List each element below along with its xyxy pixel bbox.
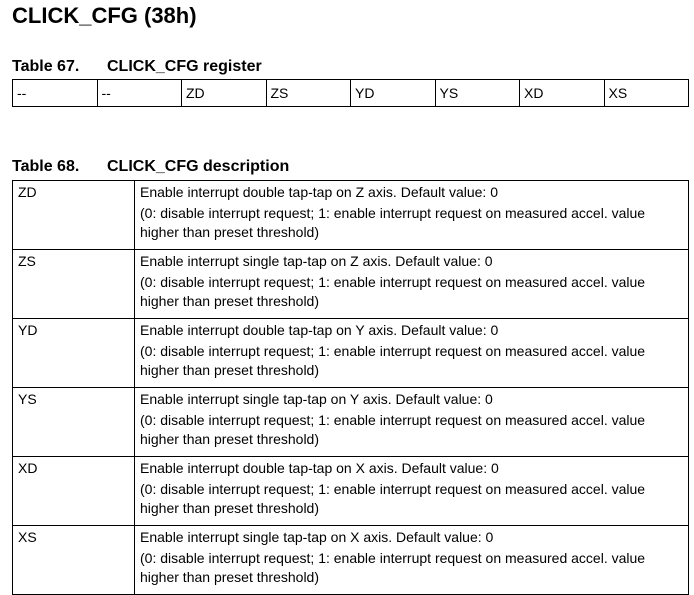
bit-name-cell: ZD (13, 181, 135, 250)
register-bits-row (13, 80, 689, 107)
description-table-title: CLICK_CFG description (107, 158, 290, 175)
register-table-title: CLICK_CFG register (107, 58, 262, 75)
bit-description-cell (135, 457, 689, 526)
bit-summary: Enable interrupt double tap-tap on Z axis. Default value: 0 (140, 184, 498, 200)
page-title: CLICK_CFG (38h) (12, 3, 197, 28)
bit-note: (0: disable interrupt request; 1: enable interrupt request on measured accel. value higher than preset threshold) (140, 342, 646, 378)
bit-summary: Enable interrupt double tap-tap on Y axis. Default value: 0 (140, 322, 499, 338)
table-row (13, 319, 689, 388)
table-row (13, 250, 689, 319)
register-bit-2: YS (435, 80, 520, 107)
register-bit-6: -- (97, 80, 182, 107)
bit-note: (0: disable interrupt request; 1: enable interrupt request on measured accel. value higher than preset threshold) (140, 480, 646, 516)
bit-summary: Enable interrupt double tap-tap on X axis. Default value: 0 (140, 460, 499, 476)
bit-summary: Enable interrupt single tap-tap on X axis. Default value: 0 (140, 529, 494, 545)
register-bit-0: XS (604, 80, 689, 107)
bit-note: (0: disable interrupt request; 1: enable interrupt request on measured accel. value higher than preset threshold) (140, 411, 646, 447)
bit-name-cell: XS (13, 526, 135, 595)
bit-note: (0: disable interrupt request; 1: enable interrupt request on measured accel. value higher than preset threshold) (140, 273, 646, 309)
register-table-number: Table 67. (12, 58, 80, 75)
register-table-caption (12, 58, 262, 76)
description-table-number: Table 68. (12, 158, 80, 175)
description-table (12, 180, 689, 595)
table-row (13, 181, 689, 250)
bit-description-cell (135, 388, 689, 457)
bit-description-cell (135, 526, 689, 595)
register-bit-4: ZS (266, 80, 351, 107)
register-table (12, 79, 689, 107)
bit-name-cell: YS (13, 388, 135, 457)
table-row (13, 526, 689, 595)
register-bit-1: XD (520, 80, 605, 107)
register-bit-7: -- (13, 80, 98, 107)
table-row (13, 388, 689, 457)
bit-description-cell (135, 181, 689, 250)
description-table-caption (12, 158, 289, 176)
bit-name-cell: YD (13, 319, 135, 388)
bit-summary: Enable interrupt single tap-tap on Y axis. Default value: 0 (140, 391, 493, 407)
bit-note: (0: disable interrupt request; 1: enable interrupt request on measured accel. value higher than preset threshold) (140, 549, 646, 585)
bit-name-cell: ZS (13, 250, 135, 319)
register-bit-5: ZD (182, 80, 267, 107)
bit-description-cell (135, 319, 689, 388)
bit-description-cell (135, 250, 689, 319)
table-row (13, 457, 689, 526)
bit-note: (0: disable interrupt request; 1: enable interrupt request on measured accel. value higher than preset threshold) (140, 204, 646, 240)
bit-summary: Enable interrupt single tap-tap on Z axis. Default value: 0 (140, 253, 493, 269)
bit-name-cell: XD (13, 457, 135, 526)
register-bit-3: YD (351, 80, 436, 107)
